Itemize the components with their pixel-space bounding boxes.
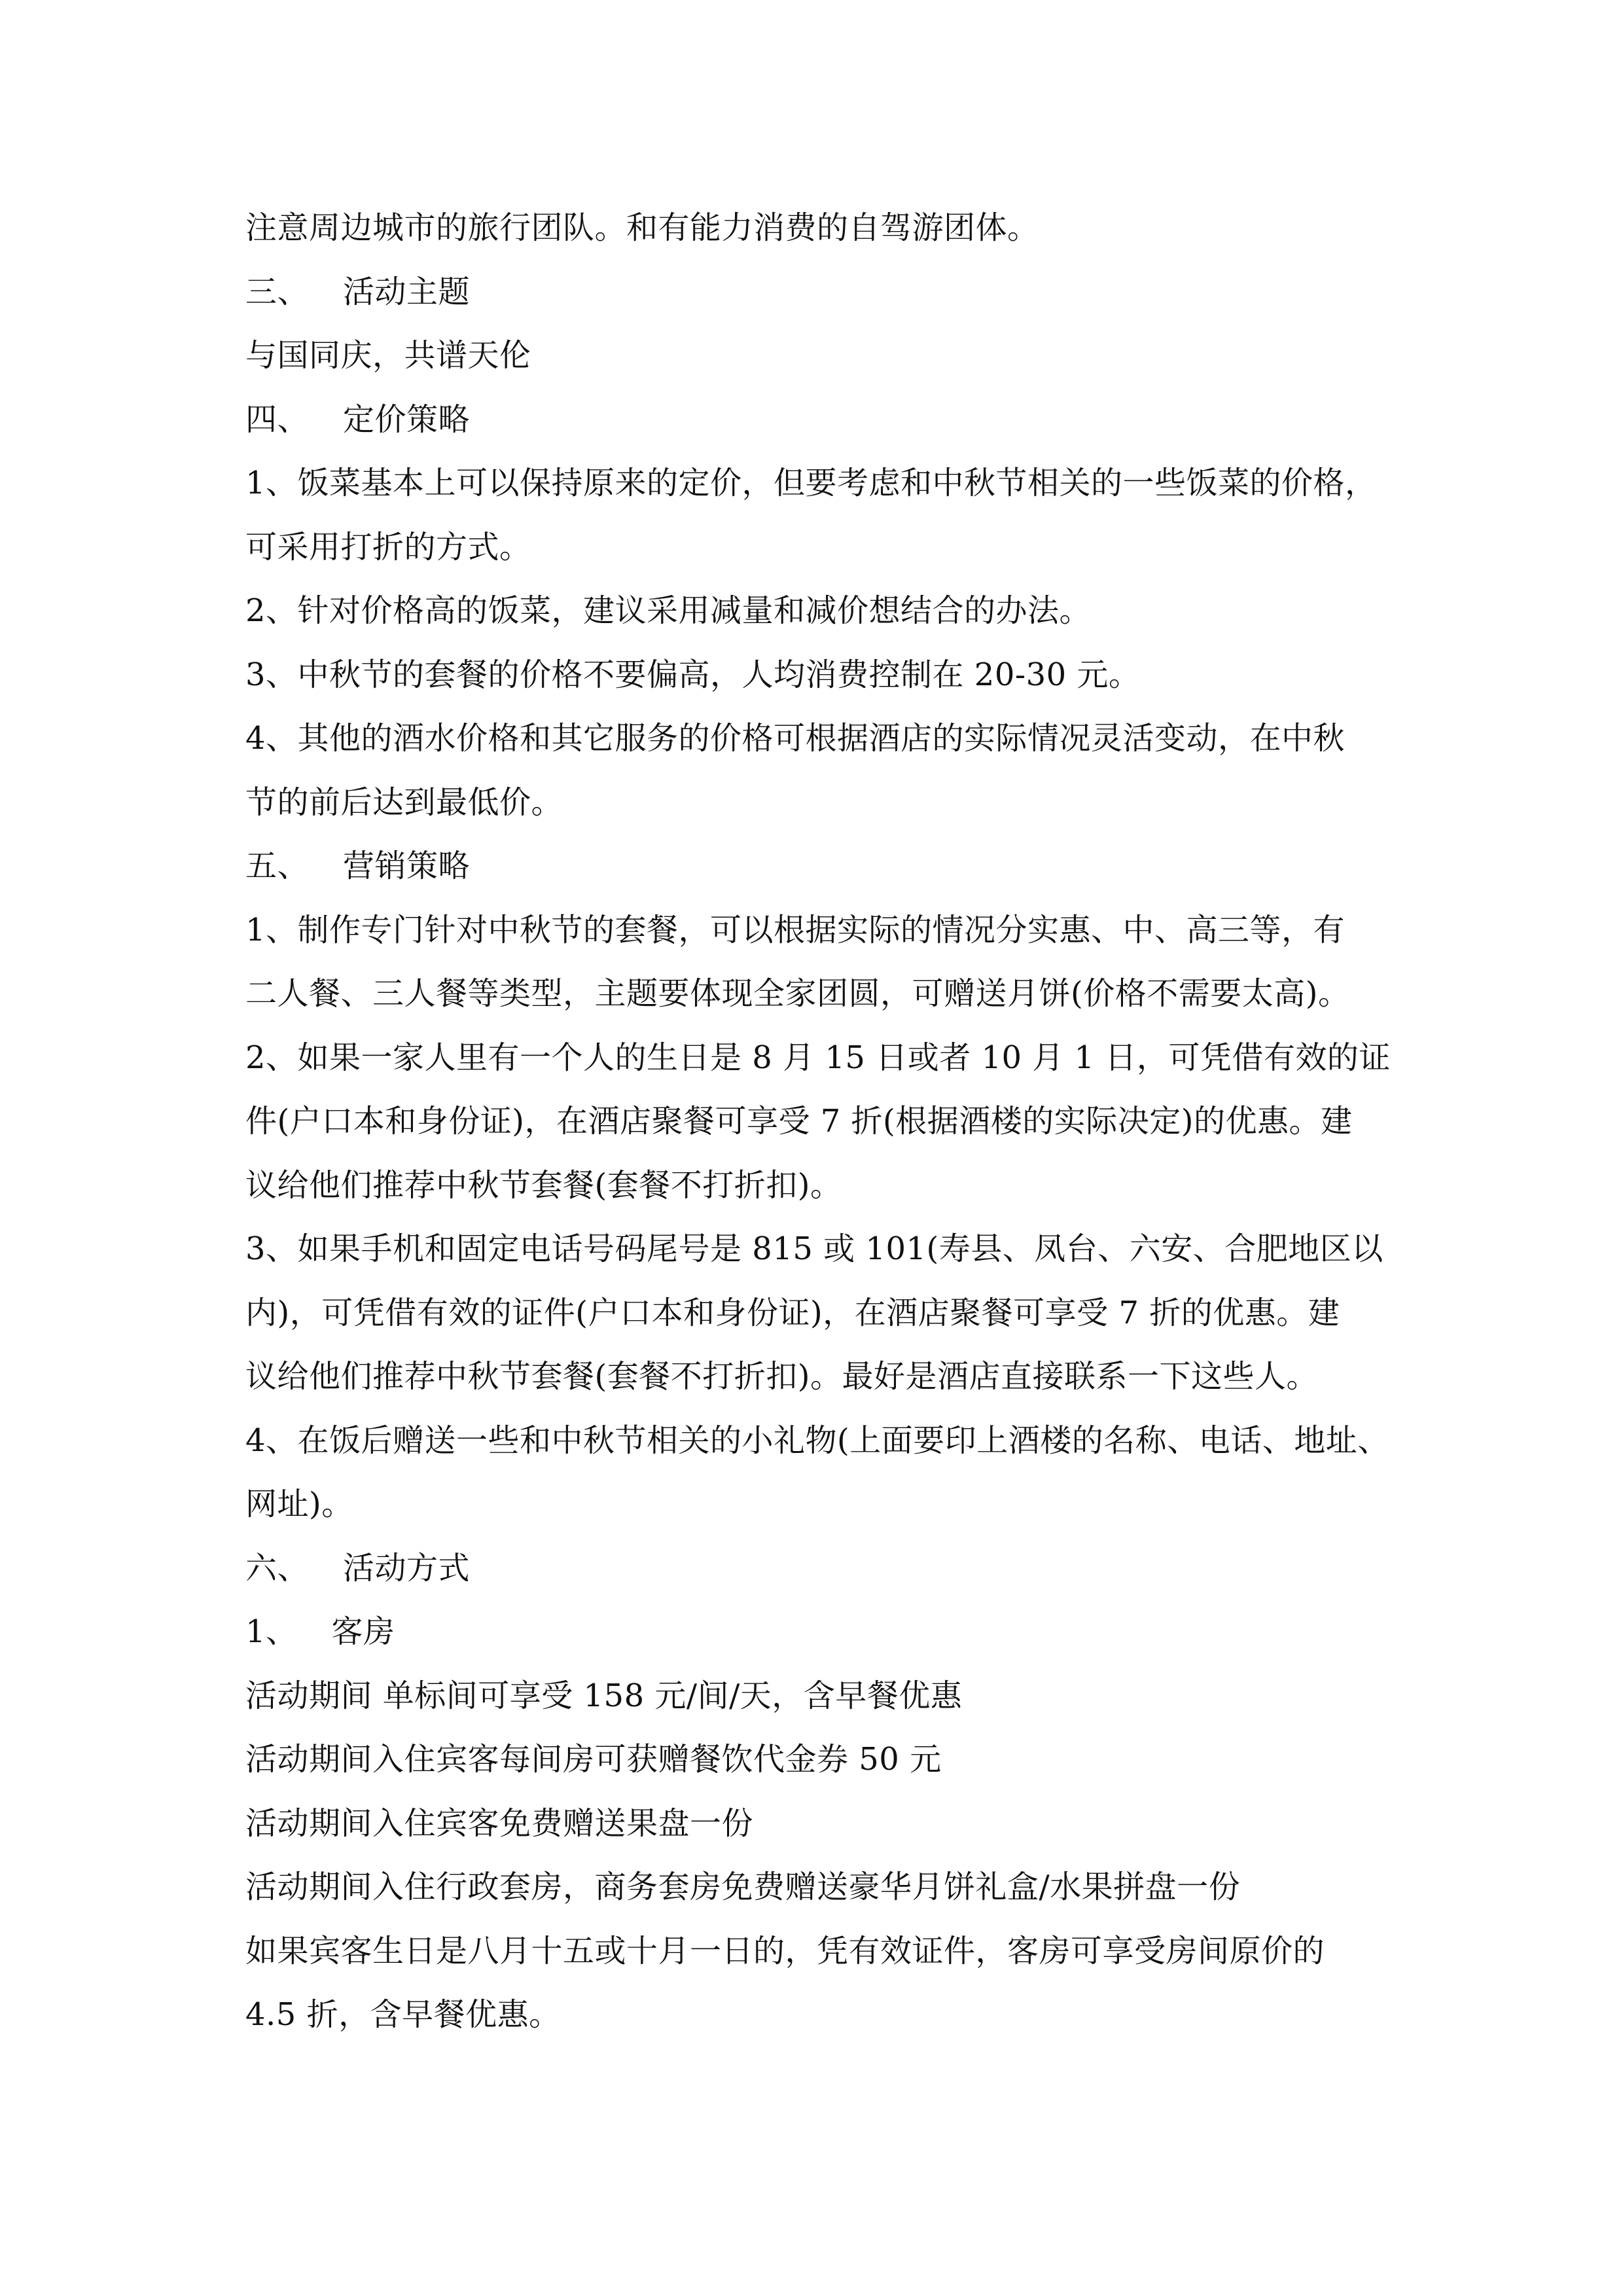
- paragraph-line: 注意周边城市的旅行团队。和有能力消费的自驾游团体。: [245, 209, 1039, 246]
- section-heading: [245, 1537, 1417, 1601]
- paragraph-line: 与国同庆，共谱天伦: [245, 337, 531, 374]
- section-title: 活动方式: [343, 1549, 471, 1587]
- paragraph-line: 件(户口本和身份证)，在酒店聚餐可享受 7 折(根据酒楼的实际决定)的优惠。建: [245, 1103, 1353, 1139]
- section-heading: [245, 260, 1417, 325]
- section-title: 营销策略: [343, 848, 471, 884]
- section-number: 五、: [245, 848, 310, 884]
- document-body: [245, 196, 1417, 2047]
- paragraph-line: 活动期间入住宾客免费赠送果盘一份: [245, 1804, 754, 1842]
- paragraph-line: 2、针对价格高的饭菜，建议采用减量和减价想结合的办法。: [245, 592, 1092, 629]
- paragraph-line: 3、中秋节的套餐的价格不要偏高，人均消费控制在 20-30 元。: [245, 656, 1141, 693]
- paragraph-line: 1、饭菜基本上可以保持原来的定价，但要考虑和中秋节相关的一些饭菜的价格，: [245, 465, 1377, 501]
- paragraph-line: 网址)。: [245, 1486, 353, 1522]
- paragraph-line: 可采用打折的方式。: [245, 528, 531, 565]
- subsection-heading: [245, 1600, 1417, 1664]
- paragraph-line: 活动期间入住行政套房，商务套房免费赠送豪华月饼礼盒/水果拼盘一份: [245, 1869, 1241, 1905]
- paragraph-line: 如果宾客生日是八月十五或十月一日的，凭有效证件，客房可享受房间原价的: [245, 1932, 1325, 1969]
- paragraph-line: 2、如果一家人里有一个人的生日是 8 月 15 日或者 10 月 1 日，可凭借有效的证: [245, 1039, 1391, 1076]
- paragraph-line: 议给他们推荐中秋节套餐(套餐不打折扣)。最好是酒店直接联系一下这些人。: [245, 1358, 1318, 1395]
- paragraph-line: 4、其他的酒水价格和其它服务的价格可根据酒店的实际情况灵活变动，在中秋: [245, 720, 1346, 757]
- paragraph-line: 议给他们推荐中秋节套餐(套餐不打折扣)。: [245, 1166, 842, 1204]
- section-heading: [245, 388, 1417, 452]
- section-heading: [245, 834, 1417, 899]
- paragraph-line: 活动期间入住宾客每间房可获赠餐饮代金券 50 元: [245, 1741, 942, 1778]
- paragraph-line: 4.5 折，含早餐优惠。: [245, 1996, 561, 2033]
- paragraph-line: 3、如果手机和固定电话号码尾号是 815 或 101(寿县、凤台、六安、合肥地区以: [245, 1230, 1383, 1267]
- section-number: 三、: [245, 273, 310, 310]
- paragraph-line: 4、在饭后赠送一些和中秋节相关的小礼物(上面要印上酒楼的名称、电话、地址、: [245, 1422, 1389, 1459]
- paragraph-line: 活动期间 单标间可享受 158 元/间/天，含早餐优惠: [245, 1677, 963, 1714]
- paragraph-line: 节的前后达到最低价。: [245, 783, 563, 821]
- paragraph-line: 1、制作专门针对中秋节的套餐，可以根据实际的情况分实惠、中、高三等，有: [245, 911, 1346, 948]
- subsection-number: 1、: [245, 1613, 298, 1650]
- section-title: 活动主题: [343, 273, 471, 310]
- section-title: 定价策略: [343, 401, 471, 438]
- paragraph-line: 二人餐、三人餐等类型，主题要体现全家团圆，可赠送月饼(价格不需要太高)。: [245, 975, 1350, 1012]
- section-number: 四、: [245, 401, 310, 438]
- subsection-title: 客房: [331, 1613, 395, 1650]
- section-number: 六、: [245, 1549, 310, 1587]
- paragraph-line: 内)，可凭借有效的证件(户口本和身份证)，在酒店聚餐可享受 7 折的优惠。建: [245, 1294, 1340, 1331]
